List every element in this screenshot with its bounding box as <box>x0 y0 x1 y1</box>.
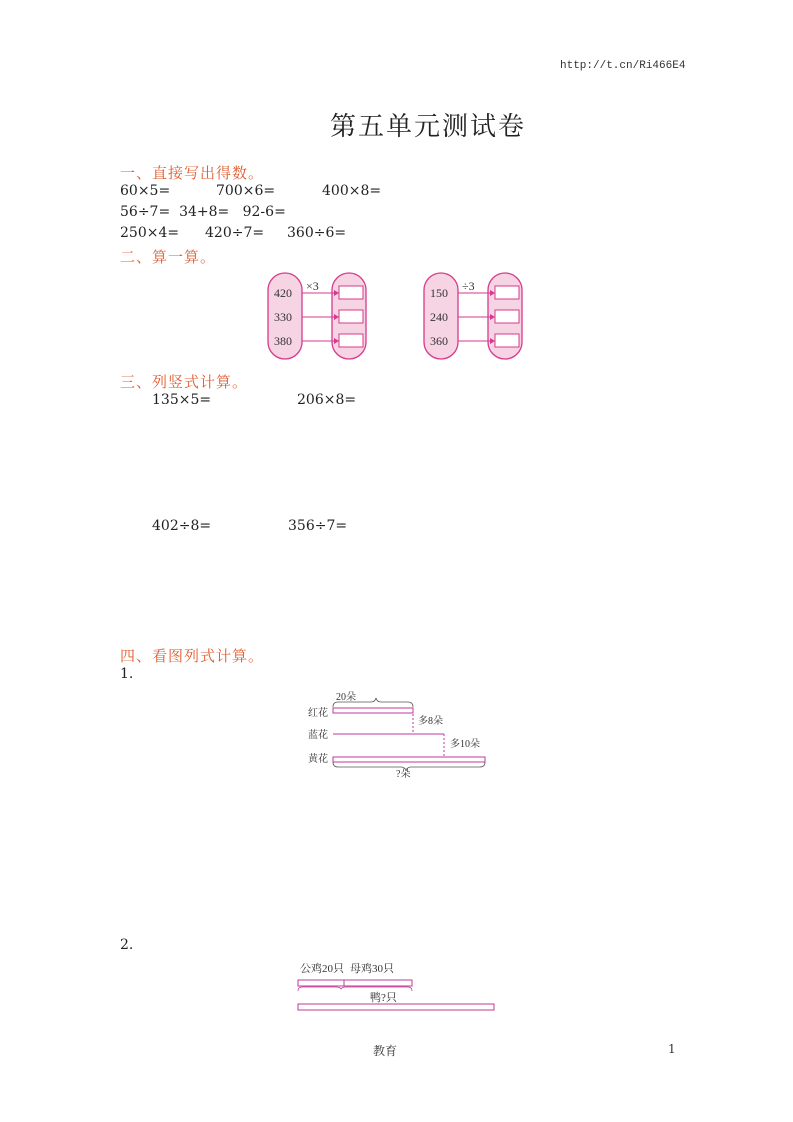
page-number: 1 <box>668 1042 676 1056</box>
problem-400x8: 400×8= <box>322 183 382 199</box>
footer-text: 教育 <box>373 1044 398 1058</box>
divide-diagram <box>418 270 530 362</box>
answer-box[interactable] <box>495 286 519 299</box>
bar-red <box>333 708 413 713</box>
problem-402div8: 402÷8= <box>152 518 212 534</box>
rooster-label: 公鸡20只 <box>300 963 344 975</box>
problem-420div7: 420÷7= <box>205 225 265 241</box>
input-value: 420 <box>274 286 292 300</box>
multiply-diagram <box>262 270 374 362</box>
problem-135x5: 135×5= <box>152 392 212 408</box>
bar-hen <box>344 980 412 986</box>
problem-206x8: 206×8= <box>297 392 357 408</box>
problem-360div6: 360÷6= <box>287 225 347 241</box>
top-brace-label: 20朵 <box>336 692 356 703</box>
answer-box[interactable] <box>495 334 519 347</box>
input-value: 240 <box>430 310 448 324</box>
problem-60x5: 60×5= <box>120 183 171 199</box>
question2-number: 2. <box>120 937 134 953</box>
problems-row2: 56÷7= 34+8= 92-6= <box>120 204 286 220</box>
problem-356div7: 356÷7= <box>288 518 348 534</box>
problem-700x6: 700×6= <box>216 183 276 199</box>
duck-label: 鸭?只 <box>370 992 397 1004</box>
header-url: http://t.cn/Ri466E4 <box>560 60 686 72</box>
hen-label: 母鸡30只 <box>350 963 394 975</box>
bar-rooster <box>298 980 344 986</box>
problem-250x4: 250×4= <box>120 225 180 241</box>
bar-yellow <box>333 757 485 762</box>
row-label-blue: 蓝花 <box>308 730 328 741</box>
input-value: 330 <box>274 310 292 324</box>
section3-heading: 三、列竖式计算。 <box>120 373 249 391</box>
answer-box[interactable] <box>339 286 363 299</box>
answer-box[interactable] <box>495 310 519 323</box>
answer-box[interactable] <box>339 310 363 323</box>
section2-heading: 二、算一算。 <box>120 248 217 266</box>
section1-heading: 一、直接写出得数。 <box>120 164 265 182</box>
page-title: 第五单元测试卷 <box>330 112 527 142</box>
input-value: 150 <box>430 286 448 300</box>
middle-brace <box>298 987 412 991</box>
bar-duck <box>298 1004 494 1010</box>
flower-bar-diagram <box>300 686 492 782</box>
row-label-red: 红花 <box>308 708 328 719</box>
input-value: 380 <box>274 334 292 348</box>
operator-label: ÷3 <box>462 279 475 293</box>
row-label-yellow: 黄花 <box>308 754 328 765</box>
operator-label: ×3 <box>306 279 319 293</box>
diff-label-2: 多10朵 <box>450 739 480 750</box>
input-value: 360 <box>430 334 448 348</box>
bottom-brace-label: ?朵 <box>396 769 411 780</box>
answer-box[interactable] <box>339 334 363 347</box>
question1-number: 1. <box>120 666 134 682</box>
diff-label-1: 多8朵 <box>418 716 443 727</box>
section4-heading: 四、看图列式计算。 <box>120 647 265 665</box>
poultry-bar-diagram <box>292 958 502 1016</box>
